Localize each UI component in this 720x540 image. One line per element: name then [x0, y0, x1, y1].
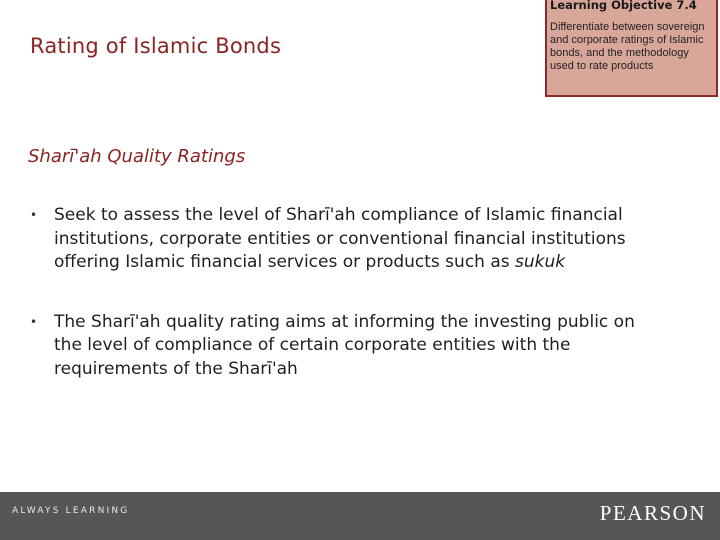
learning-objective-box	[545, 0, 718, 97]
footer-tagline: ALWAYS LEARNING	[12, 506, 130, 516]
bullet-text: The Sharī'ah quality rating aims at informing the investing public on the level of compliance of certain corporate entities with the requirements of the Sharī'ah	[54, 311, 635, 379]
pearson-logo: PEARSON	[599, 501, 706, 525]
bullet-item	[28, 311, 668, 382]
section-subtitle: Sharī'ah Quality Ratings	[28, 146, 246, 167]
bullet-dot-icon: •	[30, 314, 38, 329]
learning-objective-text: Differentiate between sovereign and corporate ratings of Islamic bonds, and the methodology used to rate products	[550, 21, 705, 72]
bullet-text: Seek to assess the level of Sharī'ah compliance of Islamic financial institutions, corporate entities or conventional financial institutions offering Islamic financial services or products such as	[54, 205, 626, 272]
bullet-dot-icon: •	[30, 208, 38, 222]
bullet-item	[28, 204, 668, 275]
footer-bar	[0, 492, 720, 540]
bullet-emphasis: sukuk	[515, 252, 566, 272]
bullet-list	[28, 204, 668, 381]
slide-title: Rating of Islamic Bonds	[30, 34, 282, 58]
learning-objective-heading: Learning Objective 7.4	[550, 0, 697, 12]
